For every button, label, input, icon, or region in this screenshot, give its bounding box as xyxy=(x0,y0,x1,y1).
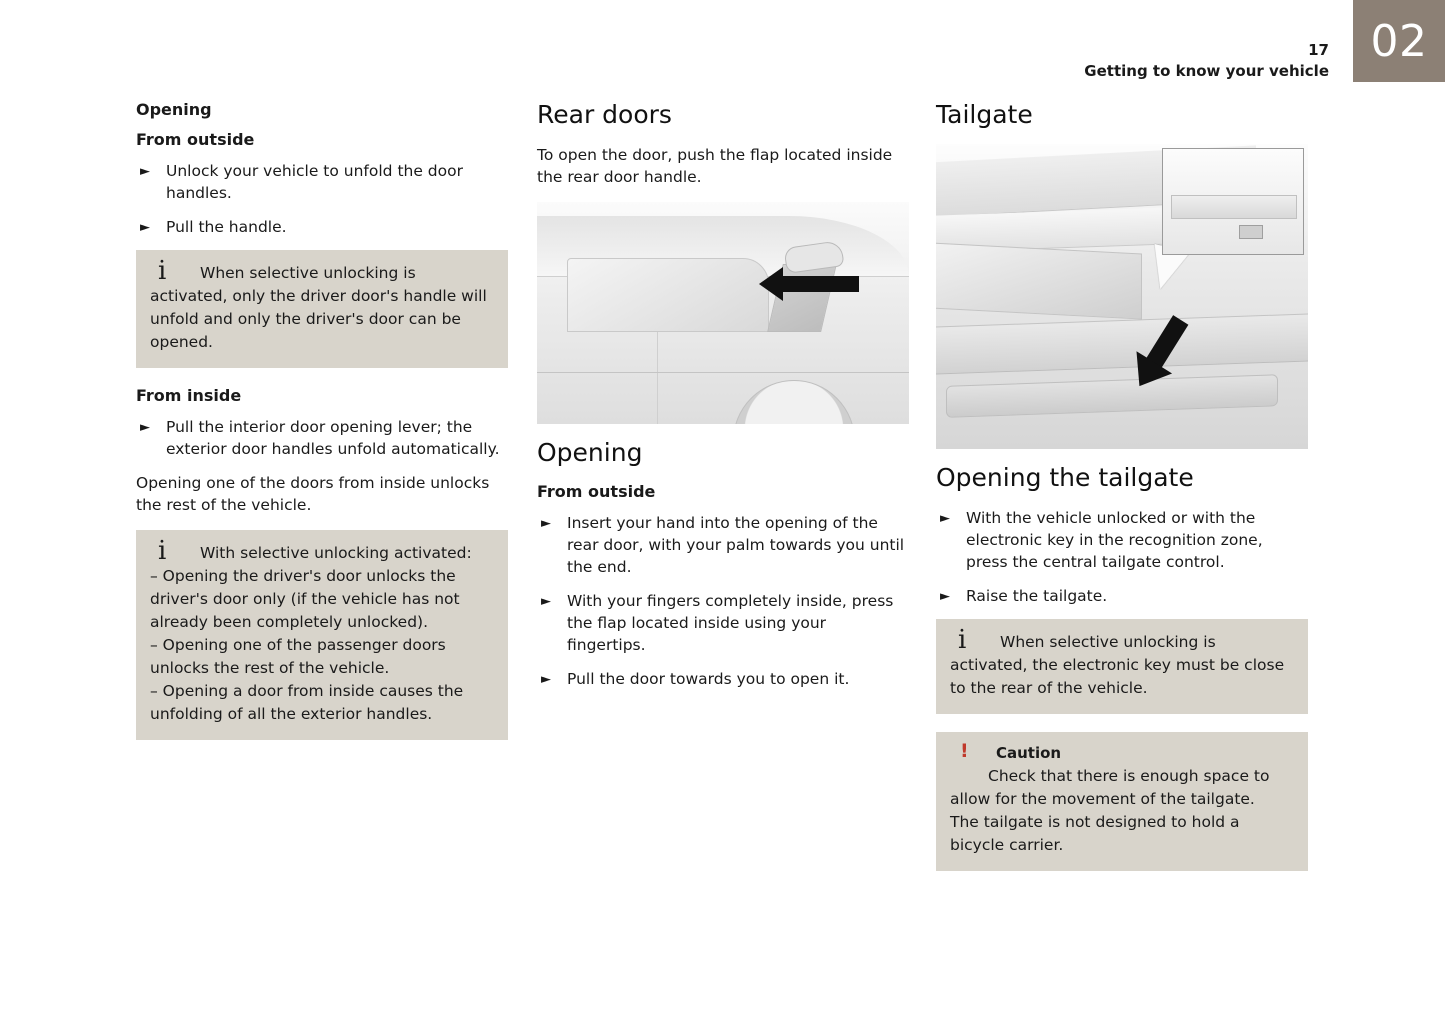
list-item-label: Unlock your vehicle to unfold the door handles. xyxy=(166,162,463,202)
list-item-label: With your fingers completely inside, press the flap located inside using your fingertips. xyxy=(567,592,894,654)
note-text xyxy=(150,542,494,726)
arrow-left-icon xyxy=(781,276,859,292)
heading-opening: Opening xyxy=(136,100,212,119)
note-text xyxy=(950,631,1294,700)
central-tailgate-control-icon xyxy=(1239,225,1263,239)
arrow-bullet-icon: ► xyxy=(940,589,950,604)
heading-rear-doors: Rear doors xyxy=(537,100,672,129)
list-item-label: With the vehicle unlocked or with the electronic key in the recognition zone, press the central tailgate control. xyxy=(966,509,1263,571)
tailgate-window xyxy=(936,242,1142,319)
page-number: 17 xyxy=(1308,41,1329,59)
list-item xyxy=(537,590,909,656)
column-left xyxy=(136,100,508,758)
car-door-seam xyxy=(657,332,658,424)
note-line-4: – Opening a door from inside causes the unfolding of all the exterior handles. xyxy=(150,682,464,723)
car-body-line xyxy=(537,372,909,373)
list-item-label: Insert your hand into the opening of the rear door, with your palm towards you until the end. xyxy=(567,514,905,576)
arrow-bullet-icon: ► xyxy=(140,420,150,435)
paragraph-unlock-rest: Opening one of the doors from inside unlocks the rest of the vehicle. xyxy=(136,474,490,514)
list-item-label: Pull the interior door opening lever; the exterior door handles unfold automatically. xyxy=(166,418,500,458)
list-from-inside xyxy=(136,416,508,460)
arrow-bullet-icon: ► xyxy=(541,594,551,609)
chapter-number: 02 xyxy=(1370,15,1428,67)
note-box-selective-unlocking-details xyxy=(136,530,508,740)
heading-from-outside: From outside xyxy=(136,130,255,149)
arrow-bullet-icon: ► xyxy=(541,672,551,687)
list-item-label: Pull the handle. xyxy=(166,218,287,236)
note-line-1: With selective unlocking activated: xyxy=(200,544,472,562)
tailgate-control-callout xyxy=(1162,148,1304,255)
caution-text xyxy=(950,765,1294,857)
heading-opening-the-tailgate: Opening the tailgate xyxy=(936,463,1194,492)
note-box-selective-unlocking xyxy=(136,250,508,368)
header-title: Getting to know your vehicle xyxy=(1084,62,1329,80)
arrow-bullet-icon: ► xyxy=(940,511,950,526)
list-item xyxy=(936,585,1308,607)
note-line-3: – Opening one of the passenger doors unlocks the rest of the vehicle. xyxy=(150,636,446,677)
list-item xyxy=(136,160,508,204)
page-header xyxy=(1084,42,1329,81)
column-right xyxy=(936,100,1308,889)
arrow-bullet-icon: ► xyxy=(140,220,150,235)
note-paragraph: When selective unlocking is activated, only the driver door's handle will unfold and only the driver's door can be opened. xyxy=(150,264,487,351)
column-middle xyxy=(537,100,909,702)
caution-icon: ! xyxy=(960,740,969,762)
list-item-label: Raise the tailgate. xyxy=(966,587,1108,605)
heading-opening: Opening xyxy=(537,438,643,467)
info-icon: i xyxy=(158,256,167,286)
caution-box-tailgate xyxy=(936,732,1308,871)
note-text xyxy=(150,262,494,354)
list-opening-tailgate xyxy=(936,507,1308,607)
info-icon: i xyxy=(158,536,167,566)
info-icon: i xyxy=(958,625,967,655)
car-front-window-shape xyxy=(567,258,769,332)
tailgate-illustration xyxy=(936,144,1308,449)
callout-trim-line xyxy=(1171,195,1297,219)
chapter-number-tab xyxy=(1353,0,1445,82)
heading-tailgate: Tailgate xyxy=(936,100,1033,129)
note-box-tailgate-key xyxy=(936,619,1308,714)
caution-line-1: Check that there is enough space to allow for the movement of the tailgate. xyxy=(950,767,1270,808)
caution-line-2: The tailgate is not designed to hold a bicycle carrier. xyxy=(950,813,1240,854)
heading-from-outside: From outside xyxy=(537,482,656,501)
list-item xyxy=(537,512,909,578)
list-item xyxy=(136,416,508,460)
paragraph-rear-doors-intro: To open the door, push the flap located inside the rear door handle. xyxy=(537,146,893,186)
list-item xyxy=(537,668,909,690)
list-opening-from-outside xyxy=(537,512,909,690)
note-paragraph: When selective unlocking is activated, the electronic key must be close to the rear of the vehicle. xyxy=(950,633,1285,697)
rear-door-illustration xyxy=(537,202,909,424)
list-from-outside xyxy=(136,160,508,238)
arrow-bullet-icon: ► xyxy=(541,516,551,531)
arrow-bullet-icon: ► xyxy=(140,164,150,179)
list-item xyxy=(936,507,1308,573)
list-item-label: Pull the door towards you to open it. xyxy=(567,670,850,688)
heading-from-inside: From inside xyxy=(136,386,242,405)
note-line-2: – Opening the driver's door unlocks the driver's door only (if the vehicle has not already been completely unlocked). xyxy=(150,567,460,631)
list-item xyxy=(136,216,508,238)
caution-title: Caution xyxy=(996,744,1062,762)
